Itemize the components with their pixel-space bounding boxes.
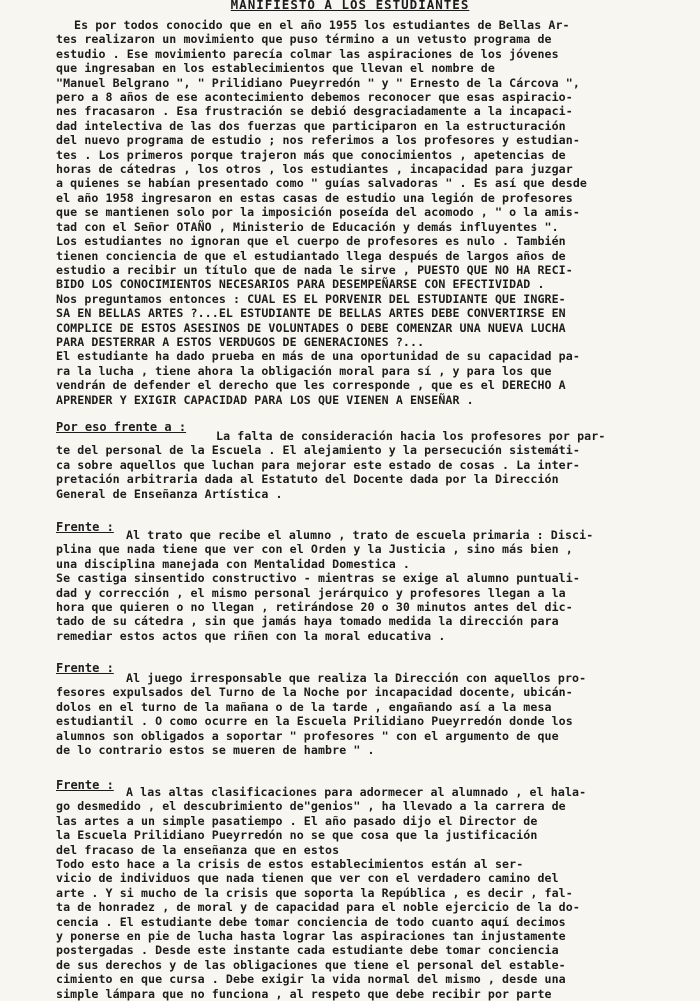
- text-line: a quienes se habían presentado como " guías salvadoras " . Es así que desde: [56, 176, 588, 191]
- text-line: Al juego irresponsable que realiza la Dirección con aquellos pro-: [126, 671, 587, 685]
- text-line: tienen conciencia de que el estudiantado llega después de largos años de: [56, 248, 566, 263]
- text-line: que se mantienen solo por la imposición poseída del acomodo , " o la amis-: [56, 205, 580, 220]
- section-heading-4: Frente :: [56, 778, 114, 792]
- text-line: "Manuel Belgrano ", " Prilidiano Pueyrredón " y " Ernesto de la Cárcova ",: [56, 75, 580, 90]
- text-line: hora que quieren o no llegan , retirándose 20 o 30 minutos antes del dic-: [56, 600, 573, 615]
- text-line: ra la lucha , tiene ahora la obligación moral para sí , y para los que: [56, 363, 552, 378]
- text-line: te del personal de la Escuela . El alejamiento y la persecución sistemáti-: [56, 443, 580, 458]
- text-line: el año 1958 ingresaron en estas casas de estudio una legión de profesores: [56, 190, 573, 205]
- text-line: nes fracasaron . Esa frustración se debió desgraciadamente a la incapaci-: [56, 104, 573, 119]
- text-line: dad intelectiva de las dos fuerzas que participaron en la estructuración: [56, 118, 566, 133]
- text-line: vicio de individuos que nada tienen que ver con el verdadero camino del: [56, 871, 559, 886]
- text-line: fesores expulsados del Turno de la Noche por incapacidad docente, ubicán-: [56, 685, 573, 700]
- text-line: ca sobre aquellos que luchan para mejorar este estado de cosas . La inter-: [56, 457, 580, 472]
- section-heading-2: Frente :: [56, 520, 114, 534]
- text-line: BIDO LOS CONOCIMIENTOS NECESARIOS PARA DESEMPEÑARSE CON EFECTIVIDAD .: [56, 277, 545, 292]
- text-line: alumnos son obligados a soportar " profesores " con el argumento de que: [56, 728, 559, 743]
- text-line: Se castiga sinsentido constructivo - mientras se exige al alumno puntuali-: [56, 571, 580, 586]
- text-line: estudiantil . O como ocurre en la Escuela Prilidiano Pueyrredón donde los: [56, 714, 573, 729]
- text-line: estudio a recibir un título que de nada le sirve , PUESTO QUE NO HA RECI-: [56, 262, 573, 277]
- text-line: COMPLICE DE ESTOS ASESINOS DE VOLUNTADES O DEBE COMENZAR UNA NUEVA LUCHA: [56, 320, 566, 335]
- section-heading-1: Por eso frente a :: [56, 420, 187, 434]
- section-body-4: [56, 785, 694, 1001]
- text-line: Al trato que recibe el alumno , trato de escuela primaria : Disci-: [126, 528, 594, 542]
- text-line: de sus derechos y de las obligaciones que tiene el personal del estable-: [56, 957, 566, 972]
- section-body-3: [56, 671, 694, 757]
- text-line: ta de honradez , de moral y de capacidad para el noble ejercicio de la do-: [56, 900, 580, 915]
- text-line: postergadas . Desde este instante cada estudiante debe tomar conciencia: [56, 943, 559, 958]
- text-line: El estudiante ha dado prueba en más de una oportunidad de su capacidad pa-: [56, 349, 580, 364]
- intro-paragraph: [56, 18, 694, 407]
- text-line: remediar estos actos que riñen con la moral educativa .: [56, 628, 446, 643]
- text-line: vendrán de defender el derecho que les corresponde , que es el DERECHO A: [56, 378, 566, 393]
- text-line: Nos preguntamos entonces : CUAL ES EL PORVENIR DEL ESTUDIANTE QUE INGRE-: [56, 291, 566, 306]
- text-line: del nuevo programa de estudio ; nos referimos a los profesores y estudian-: [56, 133, 580, 148]
- text-line: las artes a un simple pasatiempo . El año pasado dijo el Director de: [56, 813, 538, 828]
- text-line: estudio . Ese movimiento parecía colmar las aspiraciones de los jóvenes: [56, 46, 559, 61]
- text-line: SA EN BELLAS ARTES ?...EL ESTUDIANTE DE BELLAS ARTES DEBE CONVERTIRSE EN: [56, 306, 566, 321]
- text-line: del fracaso de la enseñanza que en estos: [56, 842, 340, 857]
- text-line: y ponerse en pie de lucha hasta lograr las aspiraciones tan injustamente: [56, 929, 566, 944]
- text-line: plina que nada tiene que ver con el Orden y la Justicia , sino más bien ,: [56, 542, 573, 557]
- text-line: General de Enseñanza Artística .: [56, 486, 283, 501]
- text-line: pero a 8 años de ese acontecimiento debemos reconocer que esas aspiracio-: [56, 90, 573, 105]
- text-line: la Escuela Prilidiano Pueyrredón no se que cosa que la justificación: [56, 828, 538, 843]
- text-line: tado de su cátedra , sin que jamás haya tomado medida la dirección para: [56, 614, 559, 629]
- text-line: pretación arbitraria dada al Estatuto del Docente dada por la Dirección: [56, 472, 559, 487]
- text-line: Es por todos conocido que en el año 1955 los estudiantes de Bellas Ar-: [74, 18, 570, 32]
- text-line: cencia . El estudiante debe tomar conciencia de todo cuanto aquí decimos: [56, 914, 566, 929]
- text-line: Los estudiantes no ignoran que el cuerpo de profesores es nulo . También: [56, 234, 566, 249]
- text-line: arte . Y si mucho de la crisis que soporta la República , es decir , fal-: [56, 885, 573, 900]
- section-heading-3: Frente :: [56, 661, 114, 675]
- text-line: Todo esto hace a la crisis de estos establecimientos están al ser-: [56, 857, 524, 872]
- text-line: APRENDER Y EXIGIR CAPACIDAD PARA LOS QUE VIENEN A ENSEÑAR .: [56, 392, 474, 407]
- text-line: tes . Los primeros porque trajeron más que conocimientos , apetencias de: [56, 147, 566, 162]
- text-line: go desmedido , el descubrimiento de"genios" , ha llevado a la carrera de: [56, 799, 566, 814]
- text-line: tad con el Señor OTAÑO , Ministerio de Educación y demás influyentes ".: [56, 219, 559, 234]
- text-line: dad y corrección , el mismo personal jerárquico y profesores llegan a la: [56, 585, 566, 600]
- text-line: simple lámpara que no funciona , al respeto que debe recibir por parte: [56, 986, 552, 1001]
- text-line: La falta de consideración hacia los profesores por par-: [216, 429, 606, 443]
- text-line: de lo contrario estos se mueren de hambre " .: [56, 743, 375, 758]
- text-line: A las altas clasificaciones para adormecer al alumnado , el hala-: [126, 785, 587, 799]
- text-line: una disciplina manejada con Mentalidad Domestica .: [56, 556, 411, 571]
- text-line: tes realizaron un movimiento que puso término a un vetusto programa de: [56, 32, 552, 47]
- section-body-1: [56, 429, 694, 501]
- section-body-2: [56, 528, 694, 643]
- text-line: PARA DESTERRAR A ESTOS VERDUGOS DE GENERACIONES ?...: [56, 334, 425, 349]
- text-line: dolos en el turno de la mañana o de la tarde , engañando así a la mesa: [56, 699, 552, 714]
- text-line: que ingresaban en los establecimientos que llevan el nombre de: [56, 61, 495, 76]
- text-line: horas de cátedras , los otros , los estudiantes , incapacidad para juzgar: [56, 162, 573, 177]
- document-title: MANIFIESTO A LOS ESTUDIANTES: [230, 0, 470, 12]
- text-line: cimiento en que cursa . Debe exigir la vida normal del mismo , desde una: [56, 972, 566, 987]
